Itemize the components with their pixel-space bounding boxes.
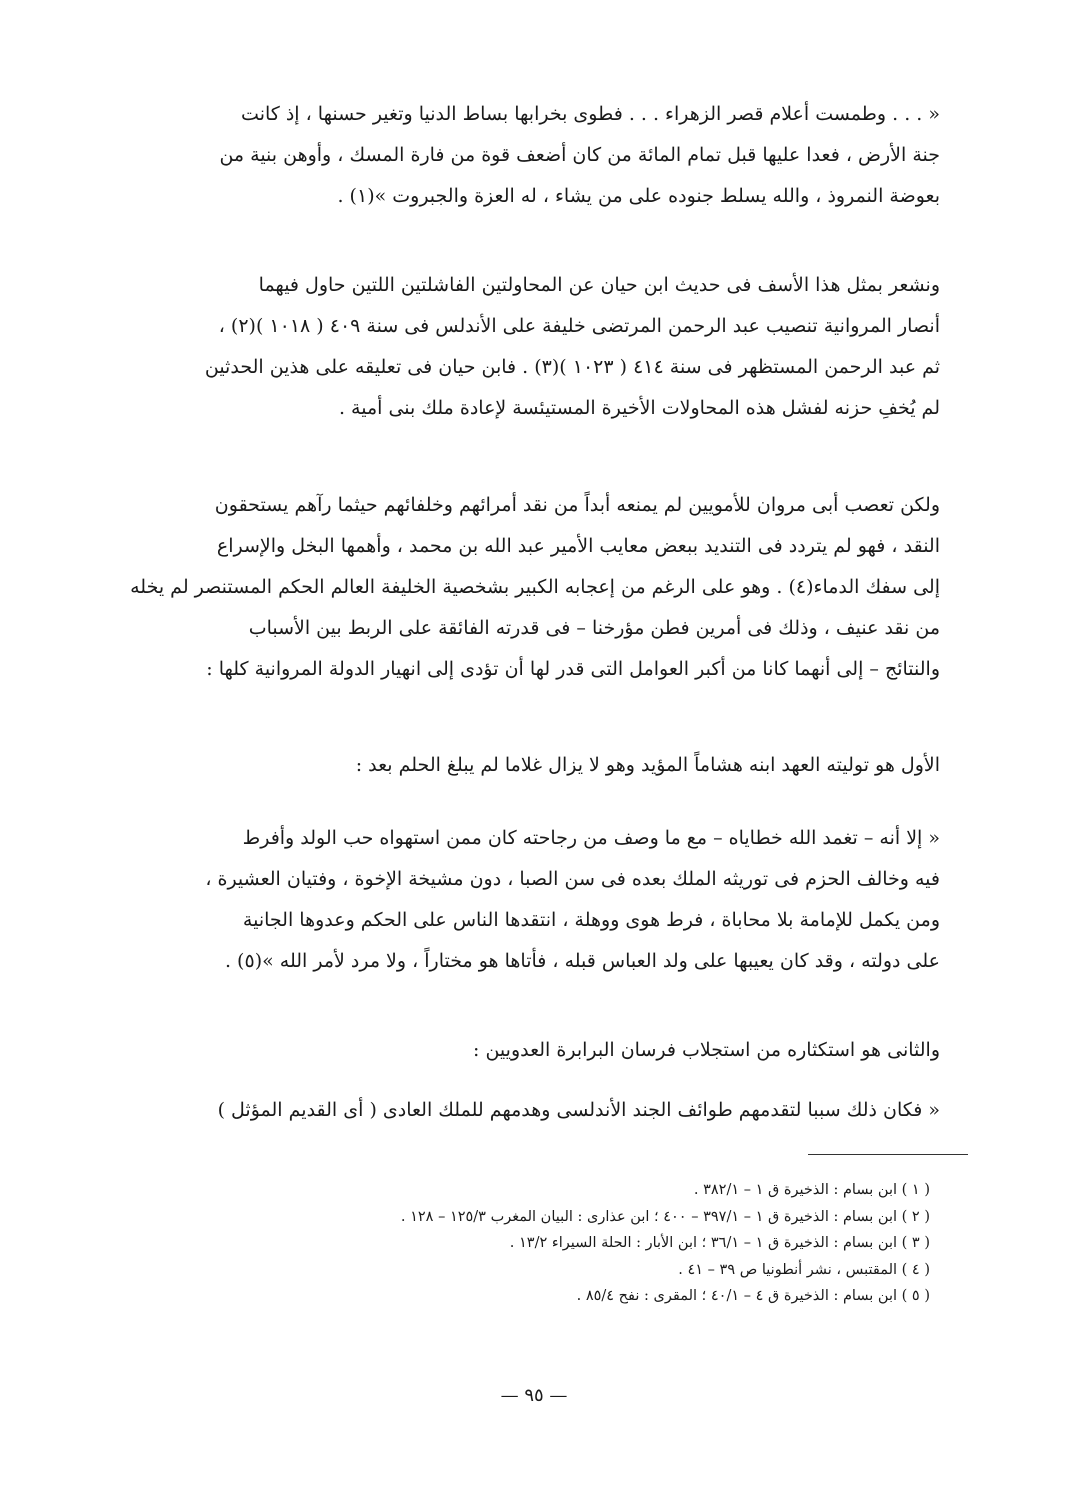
footnote-item: ( ٢ ) ابن بسام : الذخيرة ق ١ – ٣٩٧/١ – ٤٠٠ ؛ ابن عذارى : البيان المغرب ١٢٥/٣ – ١٢٨ .: [400, 1208, 930, 1225]
paragraph-criticism: [130, 485, 940, 690]
text-line: على دولته ، وقد كان يعيبها على ولد العباس قبله ، فأتاها هو مختاراً ، ولا مرد لأمر الله »(٥) .: [224, 950, 940, 972]
text-line: والنتائج – إلى أنهما كانا من أكبر العوامل التى قدر لها أن تؤدى إلى انهيار الدولة المروانية كلها :: [206, 658, 940, 680]
footnote-divider: [808, 1154, 968, 1155]
text-line: الأول هو توليته العهد ابنه هشاماً المؤيد وهو لا يزال غلاما لم يبلغ الحلم بعد :: [355, 754, 940, 776]
text-line: ثم عبد الرحمن المستظهر فى سنة ٤١٤ ( ١٠٢٣ )(٣) . فابن حيان فى تعليقه على هذين الحدثين: [204, 356, 940, 378]
text-line: والثانى هو استكثاره من استجلاب فرسان البرابرة العدويين :: [473, 1039, 940, 1061]
text-line: ونشعر بمثل هذا الأسف فى حديث ابن حيان عن المحاولتين الفاشلتين اللتين حاول فيهما: [258, 274, 940, 296]
paragraph-quote-berbers: [130, 1090, 940, 1131]
text-line: « إلا أنه – تغمد الله خطاياه – مع ما وصف من رجاحته كان ممن استهواه حب الولد وأفرط: [242, 827, 940, 849]
page-number: — ٩٥ —: [500, 1385, 568, 1406]
text-line: بعوضة النمروذ ، والله يسلط جنوده على من يشاء ، له العزة والجبروت »(١) .: [337, 185, 940, 207]
footnote-item: ( ٣ ) ابن بسام : الذخيرة ق ١ – ٣٦/١ ؛ ابن الأبار : الحلة السيراء ١٣/٢ .: [509, 1235, 930, 1251]
text-line: « فكان ذلك سببا لتقدمهم طوائف الجند الأندلسى وهدمهم للملك العادى ( أى القديم المؤثل ): [217, 1099, 940, 1121]
footnote-item: ( ٥ ) ابن بسام : الذخيرة ق ٤ – ٤٠/١ ؛ المقرى : نفح ٨٥/٤ .: [576, 1288, 930, 1304]
paragraph-quote-zahra: [130, 94, 940, 217]
paragraph-quote-hakam: [130, 818, 940, 982]
text-line: إلى سفك الدماء(٤) . وهو على الرغم من إعجابه الكبير بشخصية الخليفة العالم الحكم المستنصر لم يخله: [130, 576, 940, 598]
paragraph-second-reason: [130, 1030, 940, 1071]
text-line: من نقد عنيف ، وذلك فى أمرين فطن مؤرخنا – فى قدرته الفائقة على الربط بين الأسباب: [248, 617, 940, 639]
text-line: فيه وخالف الحزم فى توريثه الملك بعده فى سن الصبا ، دون مشيخة الإخوة ، وفتيان العشيرة ،: [205, 868, 940, 890]
text-line: ومن يكمل للإمامة بلا محاباة ، فرط هوى ووهلة ، انتقدها الناس على الحكم وعدوها الجانية: [242, 909, 940, 931]
text-line: النقد ، فهو لم يتردد فى التنديد ببعض معايب الأمير عبد الله بن محمد ، وأهمها البخل والإسراع: [216, 535, 940, 557]
text-line: جنة الأرض ، فعدا عليها قبل تمام المائة من كان أضعف قوة من فارة المسك ، وأوهن بنية من: [219, 144, 940, 166]
paragraph-umayyad-attempts: [130, 265, 940, 429]
text-line: « . . . وطمست أعلام قصر الزهراء . . . فطوى بخرابها بساط الدنيا وتغير حسنها ، إذ كانت: [241, 103, 940, 125]
paragraph-first-reason: [130, 745, 940, 786]
footnotes-list: [130, 1177, 930, 1310]
text-line: أنصار المروانية تنصيب عبد الرحمن المرتضى خليفة على الأندلس فى سنة ٤٠٩ ( ١٠١٨ )(٢) ،: [218, 315, 940, 337]
text-line: ولكن تعصب أبى مروان للأمويين لم يمنعه أبداً من نقد أمرائهم وخلفائهم حيثما رآهم يستحقون: [214, 494, 940, 516]
footnote-item: ( ٤ ) المقتبس ، نشر أنطونيا ص ٣٩ – ٤١ .: [678, 1261, 930, 1278]
text-line: لم يُخفِ حزنه لفشل هذه المحاولات الأخيرة المستيئسة لإعادة ملك بنى أمية .: [338, 397, 940, 419]
footnote-item: ( ١ ) ابن بسام : الذخيرة ق ١ – ٣٨٢/١ .: [693, 1182, 930, 1198]
